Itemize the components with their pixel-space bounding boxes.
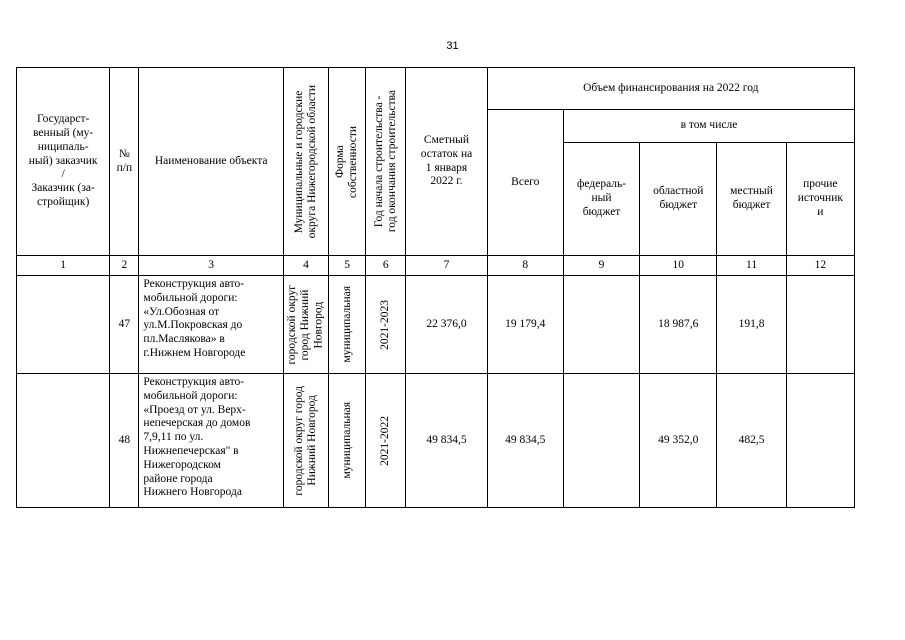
row-other bbox=[786, 374, 854, 508]
row-customer bbox=[17, 374, 110, 508]
table-row bbox=[17, 276, 855, 374]
header-local: местный бюджет bbox=[717, 143, 786, 256]
header-customer: Государст- венный (му- ниципаль- ный) заказчик / Заказчик (за- стройщик) bbox=[17, 68, 110, 256]
header-funding: Объем финансирования на 2022 год bbox=[487, 68, 854, 110]
column-number: 12 bbox=[786, 256, 854, 276]
column-number-row bbox=[17, 256, 855, 276]
row-local: 191,8 bbox=[717, 276, 786, 374]
header-years bbox=[366, 68, 406, 256]
row-municipality bbox=[283, 374, 328, 508]
column-number: 2 bbox=[110, 256, 139, 276]
column-number: 3 bbox=[139, 256, 284, 276]
row-local: 482,5 bbox=[717, 374, 786, 508]
header-municipality-text: Муниципальные и городские округа Нижегородской области bbox=[292, 84, 318, 239]
row-regional: 18 987,6 bbox=[640, 276, 717, 374]
row-municipality-text: городской округ город Нижний Новгород bbox=[286, 284, 325, 365]
column-number: 9 bbox=[563, 256, 639, 276]
row-years bbox=[366, 374, 406, 508]
column-number: 10 bbox=[640, 256, 717, 276]
header-row-1 bbox=[17, 68, 855, 110]
row-municipality-text: городской округ город Нижний Новгород bbox=[292, 385, 318, 496]
header-including: в том числе bbox=[563, 110, 854, 143]
header-estimate: Сметный остаток на 1 января 2022 г. bbox=[406, 68, 487, 256]
column-number: 8 bbox=[487, 256, 563, 276]
row-ownership-text: муниципальная bbox=[340, 402, 353, 479]
column-number: 7 bbox=[406, 256, 487, 276]
row-object-name: Реконструкция авто- мобильной дороги: «Проезд от ул. Верх- непечерская до домов 7,9,11 по ул. Нижнепечерская" в Нижегородском районе города Нижнего Новгорода bbox=[139, 374, 284, 508]
row-years bbox=[366, 276, 406, 374]
header-years-text: Год начала строительства - год окончания строительства bbox=[372, 90, 398, 233]
row-years-text: 2021-2022 bbox=[379, 415, 392, 466]
column-number: 1 bbox=[17, 256, 110, 276]
header-municipality bbox=[283, 68, 328, 256]
header-number: № п/п bbox=[110, 68, 139, 256]
column-number: 6 bbox=[366, 256, 406, 276]
header-ownership bbox=[329, 68, 366, 256]
row-estimate: 49 834,5 bbox=[406, 374, 487, 508]
row-other bbox=[786, 276, 854, 374]
financing-table bbox=[16, 67, 855, 508]
column-number: 4 bbox=[283, 256, 328, 276]
row-object-name: Реконструкция авто- мобильной дороги: «Ул.Обозная от ул.М.Покровская до пл.Маслякова» в г.Нижнем Новгороде bbox=[139, 276, 284, 374]
row-ownership bbox=[329, 276, 366, 374]
page-number: 31 bbox=[446, 40, 459, 52]
header-other: прочие источник и bbox=[786, 143, 854, 256]
header-object-name: Наименование объекта bbox=[139, 68, 284, 256]
row-ownership-text: муниципальная bbox=[340, 286, 353, 363]
column-number: 11 bbox=[717, 256, 786, 276]
row-customer bbox=[17, 276, 110, 374]
row-federal bbox=[563, 374, 639, 508]
row-ownership bbox=[329, 374, 366, 508]
row-number: 48 bbox=[110, 374, 139, 508]
table-row bbox=[17, 374, 855, 508]
row-municipality bbox=[283, 276, 328, 374]
row-regional: 49 352,0 bbox=[640, 374, 717, 508]
row-federal bbox=[563, 276, 639, 374]
header-regional: областной бюджет bbox=[640, 143, 717, 256]
row-number: 47 bbox=[110, 276, 139, 374]
row-years-text: 2021-2023 bbox=[379, 299, 392, 350]
header-total: Всего bbox=[487, 110, 563, 256]
row-total: 19 179,4 bbox=[487, 276, 563, 374]
row-total: 49 834,5 bbox=[487, 374, 563, 508]
row-estimate: 22 376,0 bbox=[406, 276, 487, 374]
column-number: 5 bbox=[329, 256, 366, 276]
header-federal: федераль- ный бюджет bbox=[563, 143, 639, 256]
header-ownership-text: Форма собственности bbox=[333, 125, 360, 198]
